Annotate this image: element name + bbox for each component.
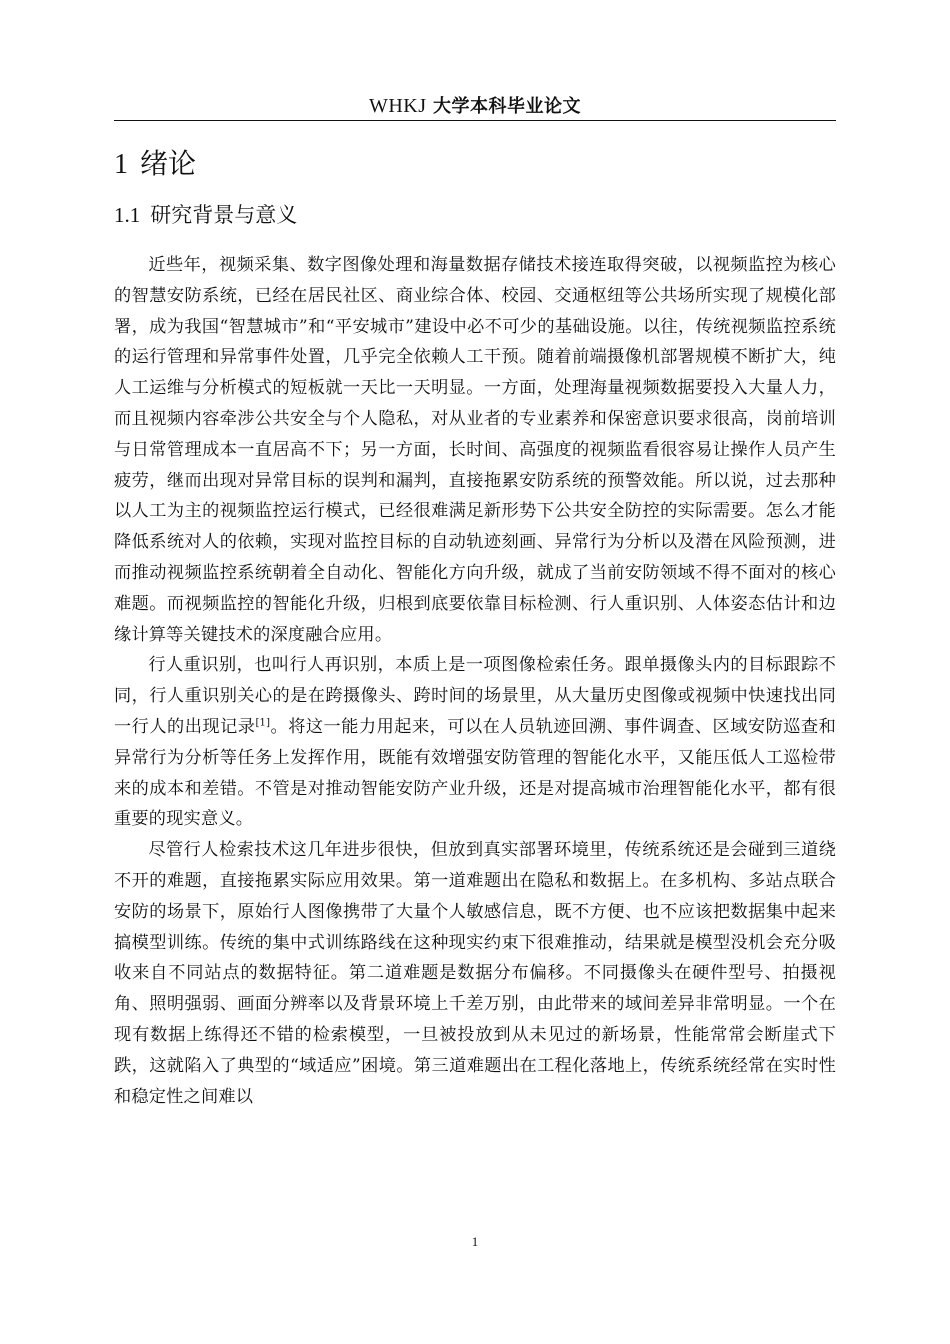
running-header	[114, 92, 836, 121]
chapter-number: 1	[114, 149, 128, 180]
section-number: 1.1	[114, 203, 141, 227]
paragraph-3: 尽管行人检索技术这几年进步很快，但放到真实部署环境里，传统系统还是会碰到三道绕不开的难题，直接拖累实际应用效果。第一道难题出在隐私和数据上。在多机构、多站点联合安防的场景下，原始行人图像携带了大量个人敏感信息，既不方便、也不应该把数据集中起来搞模型训练。传统的集中式训练路线在这种现实约束下很难推动，结果就是模型没机会充分吸收来自不同站点的数据特征。第二道难题是数据分布偏移。不同摄像头在硬件型号、拍摄视角、照明强弱、画面分辨率以及背景环境上千差万别，由此带来的域间差异非常明显。一个在现有数据上练得还不错的检索模型，一旦被投放到从未见过的新场景，性能常常会断崖式下跌，这就陷入了典型的“域适应”困境。第三道难题出在工程化落地上，传统系统经常在实时性和稳定性之间难以	[114, 840, 836, 1107]
paragraph-2-before-citation: 行人重识别，也叫行人再识别，本质上是一项图像检索任务。跟单摄像头内的目标跟踪不同，行人重识别关心的是在跨摄像头、跨时间的场景里，从大量历史图像或视频中快速找出同一行人的出现记录	[114, 655, 836, 737]
header-code: WHKJ	[368, 95, 427, 117]
paragraph-2-after-citation: 。将这一能力用起来，可以在人员轨迹回溯、事件调查、区域安防巡查和异常行为分析等任务上发挥作用，既能有效增强安防管理的智能化水平，又能压低人工巡检带来的成本和差错。不管是对推动智能安防产业升级，还是对提高城市治理智能化水平，都有很重要的现实意义。	[114, 716, 836, 830]
body-text	[114, 250, 836, 1112]
paragraph-2	[114, 650, 836, 835]
chapter-title-text: 绪论	[140, 147, 197, 180]
chapter-heading	[114, 146, 196, 183]
paragraph-1: 近些年，视频采集、数字图像处理和海量数据存储技术接连取得突破，以视频监控为核心的智慧安防系统，已经在居民社区、商业综合体、校园、交通枢纽等公共场所实现了规模化部署，成为我国“智慧城市”和“平安城市”建设中必不可少的基础设施。以往，传统视频监控系统的运行管理和异常事件处置，几乎完全依赖人工干预。随着前端摄像机部署规模不断扩大，纯人工运维与分析模式的短板就一天比一天明显。一方面，处理海量视频数据要投入大量人力，而且视频内容牵涉公共安全与个人隐私，对从业者的专业素养和保密意识要求很高，岗前培训与日常管理成本一直居高不下；另一方面，长时间、高强度的视频监看很容易让操作人员产生疲劳，继而出现对异常目标的误判和漏判，直接拖累安防系统的预警效能。所以说，过去那种以人工为主的视频监控运行模式，已经很难满足新形势下公共安全防控的实际需要。怎么才能降低系统对人的依赖，实现对监控目标的自动轨迹刻画、异常行为分析以及潜在风险预测，进而推动视频监控系统朝着全自动化、智能化方向升级，就成了当前安防领域不得不面对的核心难题。而视频监控的智能化升级，归根到底要依靠目标检测、行人重识别、人体姿态估计和边缘计算等关键技术的深度融合应用。	[114, 255, 836, 645]
section-heading	[114, 200, 297, 230]
section-title-text: 研究背景与意义	[150, 203, 298, 227]
citation-ref[interactable]: [1]	[255, 717, 271, 729]
page-number: 1	[471, 1234, 479, 1249]
header-title: 大学本科毕业论文	[433, 96, 582, 117]
